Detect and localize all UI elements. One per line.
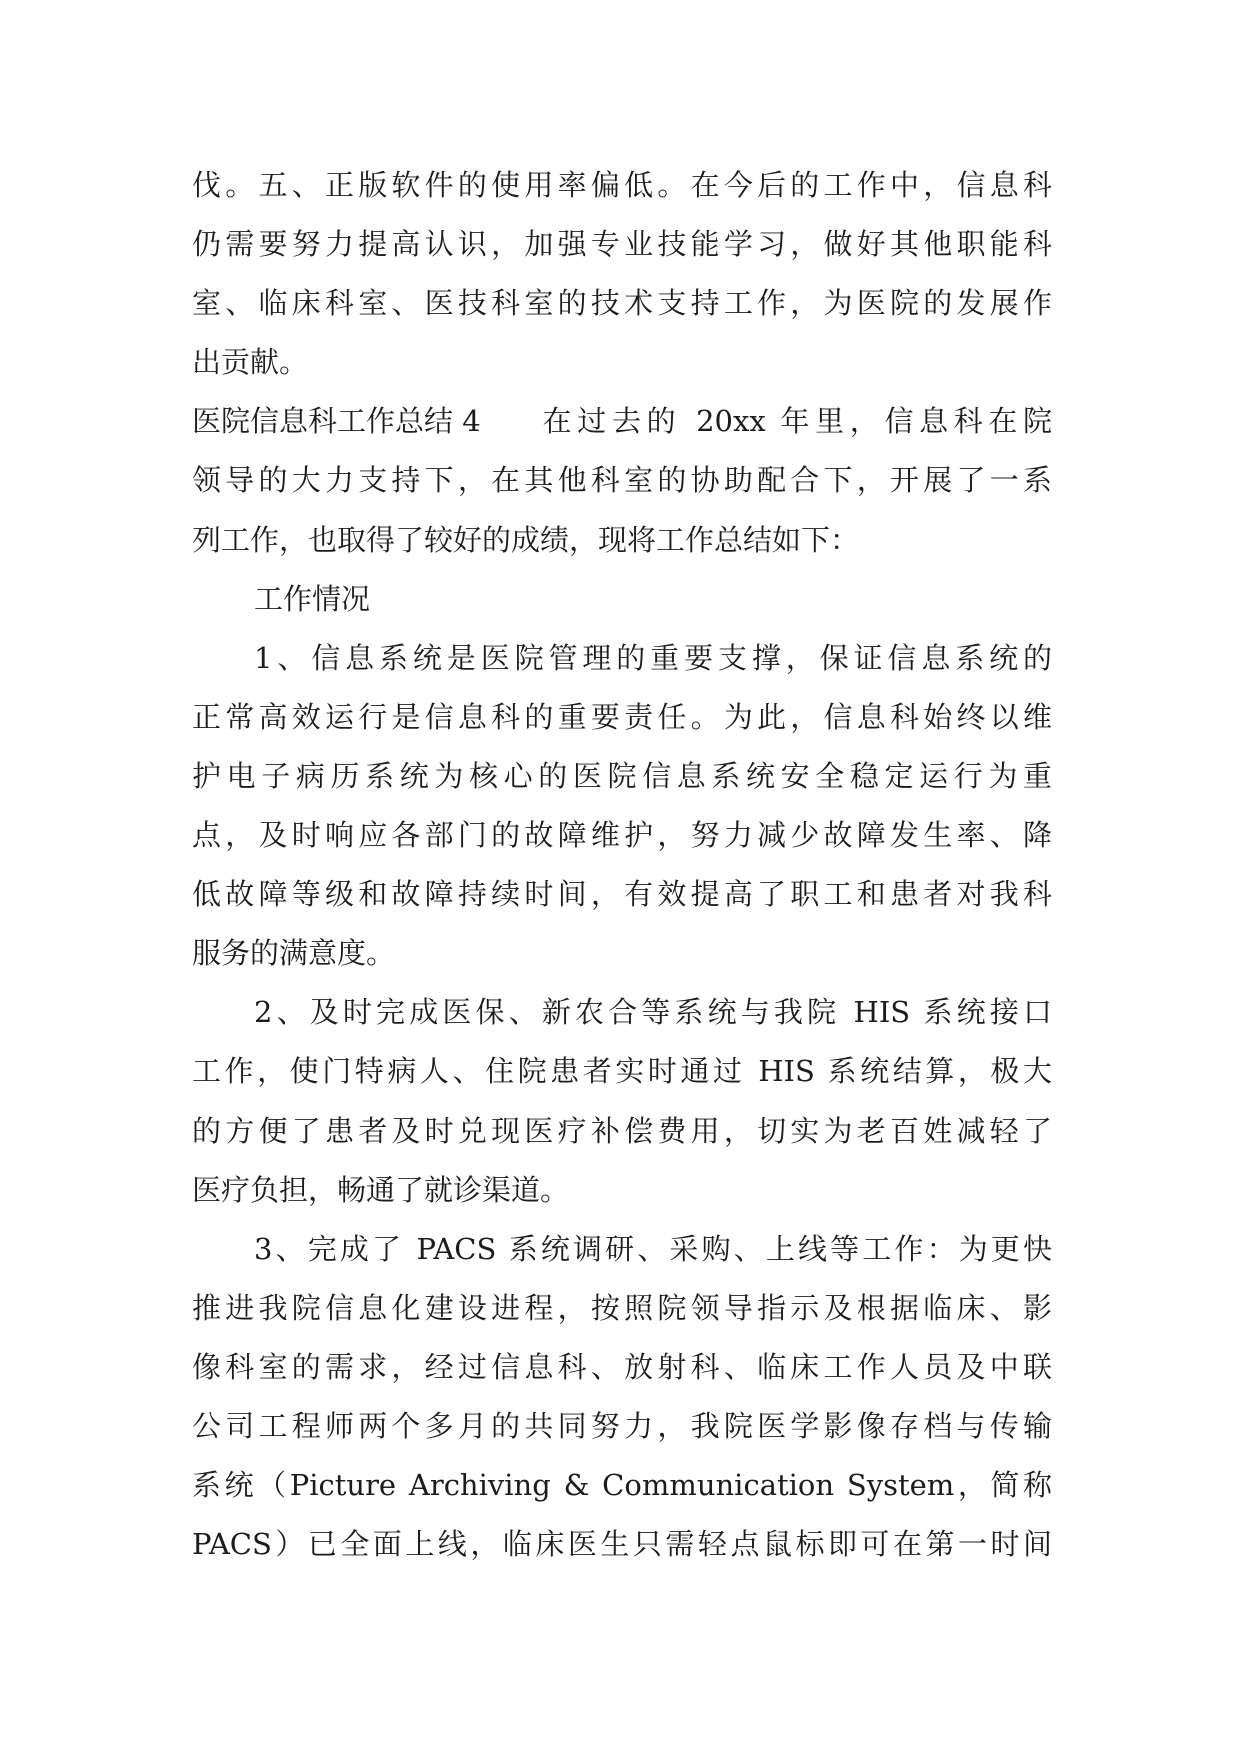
text-line: 3、完成了 PACS 系统调研、采购、上线等工作：为更快: [254, 1231, 1052, 1266]
text-line: 正常高效运行是信息科的重要责任。为此，信息科始终以维: [192, 699, 1052, 734]
text-line: 仍需要努力提高认识，加强专业技能学习，做好其他职能科: [192, 227, 1052, 262]
text-line: 护电子病历系统为核心的医院信息系统安全稳定运行为重: [192, 758, 1052, 793]
text-line: 领导的大力支持下，在其他科室的协助配合下，开展了一系: [192, 463, 1052, 498]
section-title-line: [192, 392, 1052, 451]
subheading: 工作情况: [254, 581, 371, 616]
text-line: 伐。五、正版软件的使用率偏低。在今后的工作中，信息科: [192, 168, 1052, 202]
text-line: 在过去的 20xx 年里，信息科在院: [542, 404, 1052, 439]
text-line: 工作，使门特病人、住院患者实时通过 HIS 系统结算，极大: [192, 1054, 1052, 1089]
text-line: 公司工程师两个多月的共同努力，我院医学影像存档与传输: [192, 1408, 1052, 1443]
text-line: 的方便了患者及时兑现医疗补偿费用，切实为老百姓减轻了: [192, 1113, 1052, 1148]
paragraph-continuation: [192, 156, 1052, 392]
paragraph-1: [192, 629, 1052, 984]
section-title: 医院信息科工作总结 4: [192, 404, 481, 439]
text-line: 系统（Picture Archiving & Communication System，简称: [192, 1468, 1052, 1503]
document-body: [192, 156, 1052, 1574]
text-line: 1、信息系统是医院管理的重要支撑，保证信息系统的: [254, 640, 1052, 675]
text-line: 推进我院信息化建设进程，按照院领导指示及根据临床、影: [192, 1290, 1052, 1325]
text-line: 室、临床科室、医技科室的技术支持工作，为医院的发展作: [192, 286, 1052, 321]
text-line: 医疗负担，畅通了就诊渠道。: [192, 1172, 570, 1207]
text-line: 低故障等级和故障持续时间，有效提高了职工和患者对我科: [192, 877, 1052, 912]
section-intro: [192, 392, 1052, 569]
text-line: 2、及时完成医保、新农合等系统与我院 HIS 系统接口: [254, 995, 1052, 1030]
text-line: 列工作，也取得了较好的成绩，现将工作总结如下：: [192, 522, 860, 557]
text-line: PACS）已全面上线，临床医生只需轻点鼠标即可在第一时间: [192, 1527, 1052, 1562]
text-line: 点，及时响应各部门的故障维护，努力减少故障发生率、降: [192, 818, 1052, 853]
paragraph-2: [192, 983, 1052, 1219]
text-line: 服务的满意度。: [192, 936, 396, 971]
text-line: 像科室的需求，经过信息科、放射科、临床工作人员及中联: [192, 1349, 1052, 1384]
text-line: 出贡献。: [192, 345, 309, 380]
paragraph-3: [192, 1220, 1052, 1575]
